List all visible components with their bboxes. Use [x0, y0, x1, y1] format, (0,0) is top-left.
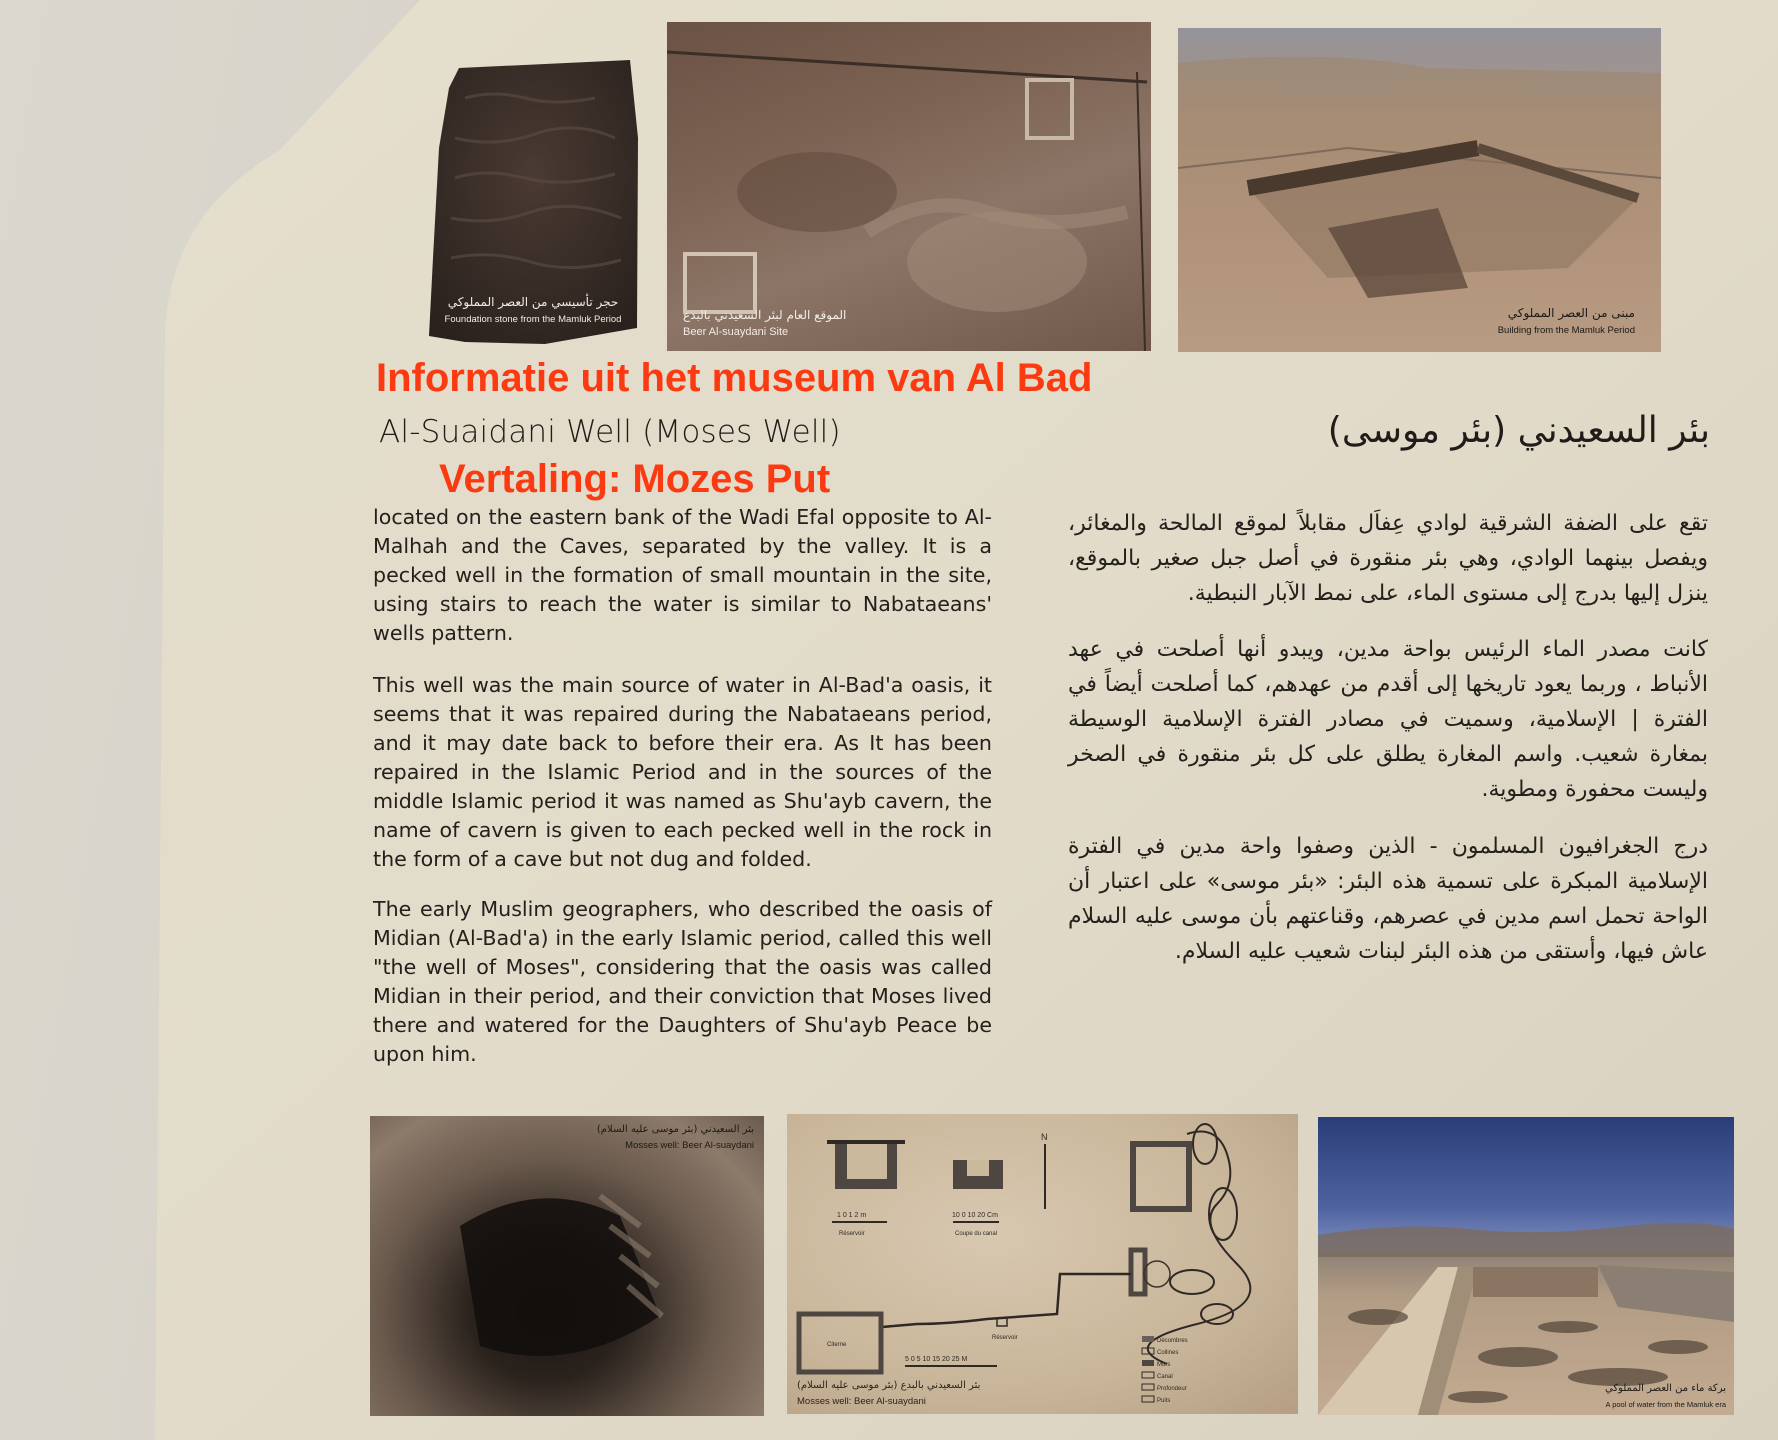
well-image [370, 1116, 764, 1416]
overlay-translation: Vertaling: Mozes Put [439, 457, 831, 501]
plan-caption-ar: بئر السعيدني بالبدع (بئر موسى عليه السلام) [797, 1380, 981, 1391]
well-caption-ar: بئر السعيدني (بئر موسى عليه السلام) [596, 1124, 754, 1135]
plan-legend-3: Murs [1157, 1362, 1171, 1368]
plan-reservoir-label: Réservoir [992, 1335, 1018, 1341]
pool-caption-ar: بركة ماء من العصر المملوكي [1604, 1383, 1726, 1394]
plan-caption-en: Mosses well: Beer Al-suaydani [797, 1396, 926, 1407]
plan-cistern-label: Citerne [827, 1342, 847, 1348]
well-caption-en: Mosses well: Beer Al-suaydani [625, 1140, 754, 1151]
arabic-paragraph-3 [1068, 829, 1708, 969]
aerial-site-photo [667, 22, 1151, 351]
building-caption-ar: مبنى من العصر المملوكي [1507, 306, 1635, 320]
aerial-image [667, 22, 1151, 351]
mamluk-building-photo [1178, 28, 1661, 352]
english-paragraph-1 [373, 503, 992, 648]
building-caption [1498, 306, 1635, 338]
building-caption-en: Building from the Mamluk Period [1497, 325, 1635, 336]
moses-well-photo [370, 1116, 764, 1416]
mamluk-pool-photo [1318, 1117, 1734, 1415]
english-heading: Al-Suaidani Well (Moses Well) [379, 414, 841, 450]
overlay-title: Informatie uit het museum van Al Bad [376, 356, 1093, 400]
english-paragraph-3-text: The early Muslim geographers, who described the oasis of Midian (Al-Bad'a) in the early Islamic period, called this well "the well of Moses", considering that the oasis was called Midian in their period, and their conviction that Moses lived there and watered for the Daughters of Shu'ayb Peace be upon him. [373, 897, 992, 1066]
arabic-paragraph-2-text: كانت مصدر الماء الرئيس بواحة مدين، ويبدو أنها أصلحت في عهد الأنباط ، وربما يعود تاريخها إلى أقدم من عهدهم، كما أصلحت أيضاً في الفترة | الإسلامية، وسميت في مصادر الفترة الإسلامية الوسيطة بمغارة شعيب. واسم المغارة يطلق على كل بئر منقورة في الصخر وليست محفورة ومطوية. [1068, 637, 1708, 802]
pool-caption [1605, 1383, 1726, 1412]
aerial-caption-en: Beer Al-suaydani Site [683, 326, 789, 338]
aerial-caption [683, 308, 846, 340]
plan-scale2: 10 0 10 20 Cm [952, 1212, 998, 1219]
building-image [1178, 28, 1661, 352]
well-caption [597, 1124, 754, 1153]
english-paragraph-3 [373, 895, 992, 1069]
plan-legend-1: Décombres [1157, 1338, 1188, 1344]
plan-scale3: 5 0 5 10 15 20 25 M [905, 1356, 968, 1363]
english-paragraph-2-text: This well was the main source of water in Al-Bad'a oasis, it seems that it was repaired during the Nabataeans period, and it may date back to before their era. As It has been repaired in the Islamic Period and in the sources of the middle Islamic period it was named as Shu'ayb cavern, the name of cavern is given to each pecked well in the rock in the form of a cave but not dug and folded. [373, 673, 992, 871]
plan-scale2-label: Coupe du canal [955, 1231, 998, 1237]
plan-scale1-label: Réservoir [839, 1231, 865, 1237]
arabic-paragraph-1-text: تقع على الضفة الشرقية لوادي عِفاَل مقابلاً لموقع المالحة والمغائر، ويفصل بينهما الوادي، وهي بئر منقورة في أصل جبل صغير بالموقع، ينزل إليها بدرج إلى مستوى الماء، على نمط الآبار النبطية. [1068, 511, 1708, 606]
site-plan-drawing [787, 1114, 1298, 1414]
plan-north-label: N [1041, 1132, 1048, 1142]
english-paragraph-1-text: located on the eastern bank of the Wadi Efal opposite to Al-Malhah and the Caves, separated by the valley. It is a pecked well in the formation of small mountain in the site, using stairs to reach the water is similar to Nabataeans' wells pattern. [373, 505, 992, 645]
plan-image [787, 1114, 1298, 1414]
foundation-stone-photo [425, 58, 641, 348]
arabic-paragraph-1 [1068, 506, 1708, 611]
plan-legend-5: Profondeur [1157, 1386, 1187, 1392]
aerial-caption-ar: الموقع العام لبئر السعيدني بالبدع [683, 308, 847, 322]
stone-caption-ar: حجر تأسيسي من العصر المملوكي [447, 295, 619, 309]
plan-legend-6: Puits [1157, 1398, 1171, 1404]
pool-caption-en: A pool of water from the Mamluk era [1605, 1400, 1726, 1409]
arabic-paragraph-3-text: درج الجغرافيون المسلمون - الذين وصفوا واحة مدين في الفترة الإسلامية المبكرة على تسمية هذه البئر: «بئر موسى» على اعتبار أن الواحة تحمل اسم مدين في عصرهم، وقناعتهم بأن موسى عليه السلام عاش فيها، وأستقى من هذه البئر لبنات شعيب عليه السلام. [1068, 834, 1708, 964]
stone-caption-en: Foundation stone from the Mamluk Period [444, 314, 622, 325]
plan-caption [797, 1380, 980, 1409]
arabic-heading: بئر السعيدني (بئر موسى) [1327, 410, 1710, 451]
stone-caption [425, 295, 641, 327]
english-paragraph-2 [373, 671, 992, 874]
pool-image [1318, 1117, 1734, 1415]
arabic-paragraph-2 [1068, 632, 1708, 807]
plan-scale1: 1 0 1 2 m [837, 1212, 867, 1219]
plan-legend-4: Canal [1157, 1374, 1173, 1380]
plan-legend-2: Collines [1157, 1350, 1179, 1356]
